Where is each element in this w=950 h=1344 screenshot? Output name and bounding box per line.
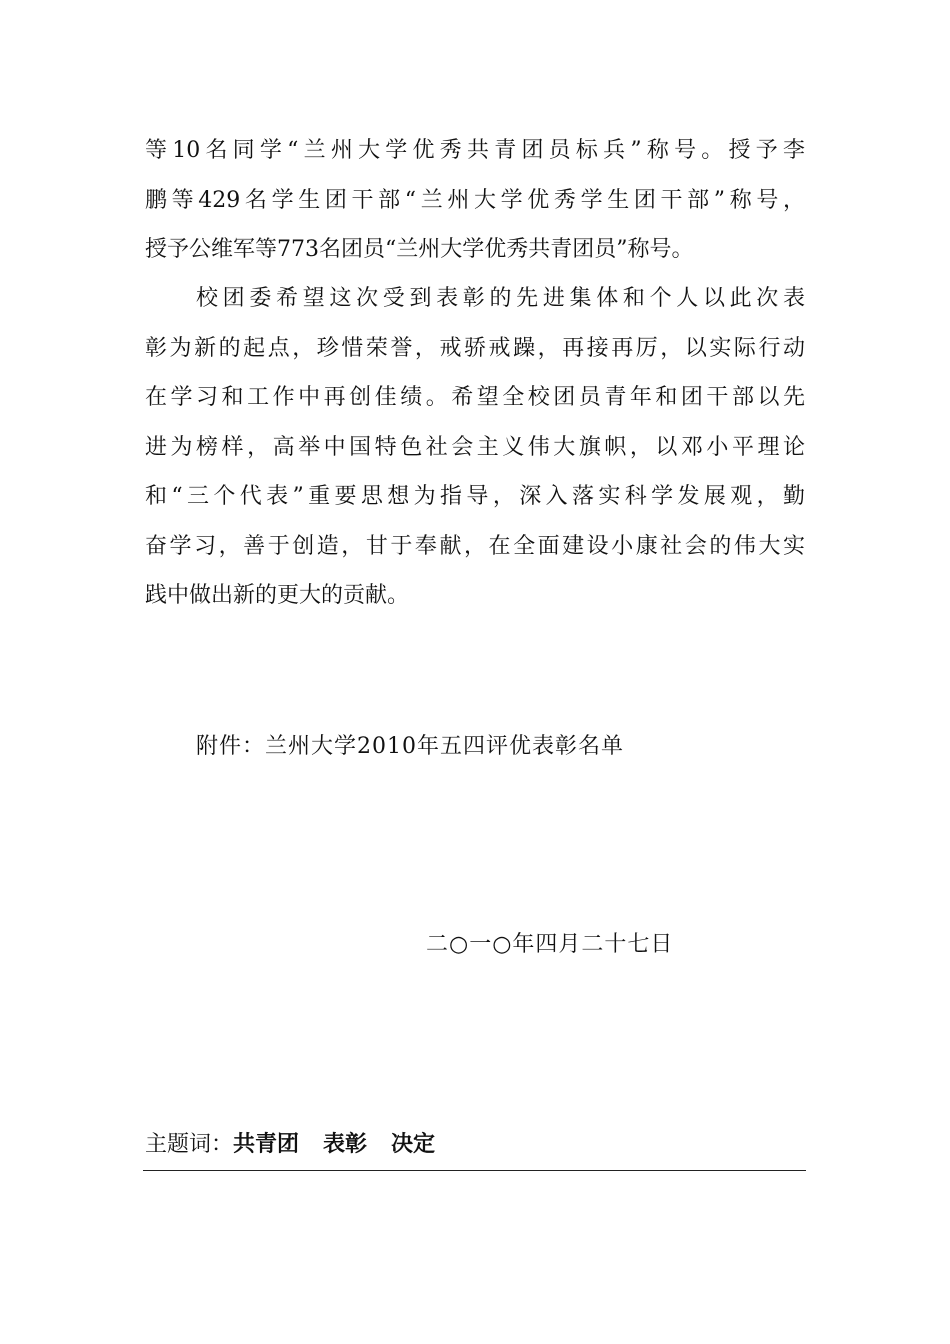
text-line: 和“三个代表”重要思想为指导，深入落实科学发展观，勤 [145,484,805,509]
text-line: 彰为新的起点，珍惜荣誉，戒骄戒躁，再接再厉，以实际行动 [145,336,805,361]
subject-keyword: 决定 [391,1132,436,1157]
text-line: 进为榜样，高举中国特色社会主义伟大旗帜，以邓小平理论 [145,435,805,460]
subject-label: 主题词： [145,1132,234,1157]
text-line: 校团委希望这次受到表彰的先进集体和个人以此次表 [196,286,805,311]
subject-keyword: 表彰 [323,1132,368,1157]
subject-keywords [145,1131,435,1159]
text-line: 在学习和工作中再创佳绩。希望全校团员青年和团干部以先 [145,385,805,410]
text-line: 践中做出新的更大的贡献。 [145,583,410,608]
divider-line [143,1170,806,1171]
text-line: 奋学习，善于创造，甘于奉献，在全面建设小康社会的伟大实 [145,534,805,559]
attachment-note: 附件：兰州大学2010年五四评优表彰名单 [196,734,624,759]
issue-date: 二○一○年四月二十七日 [426,932,674,957]
text-line: 授予公维军等773名团员“兰州大学优秀共青团员”称号。 [145,237,694,262]
text-line: 鹏等429名学生团干部“兰州大学优秀学生团干部”称号， [145,188,805,213]
text-line: 等10名同学“兰州大学优秀共青团员标兵”称号。授予李 [145,138,805,163]
subject-keyword: 共青团 [233,1132,300,1157]
